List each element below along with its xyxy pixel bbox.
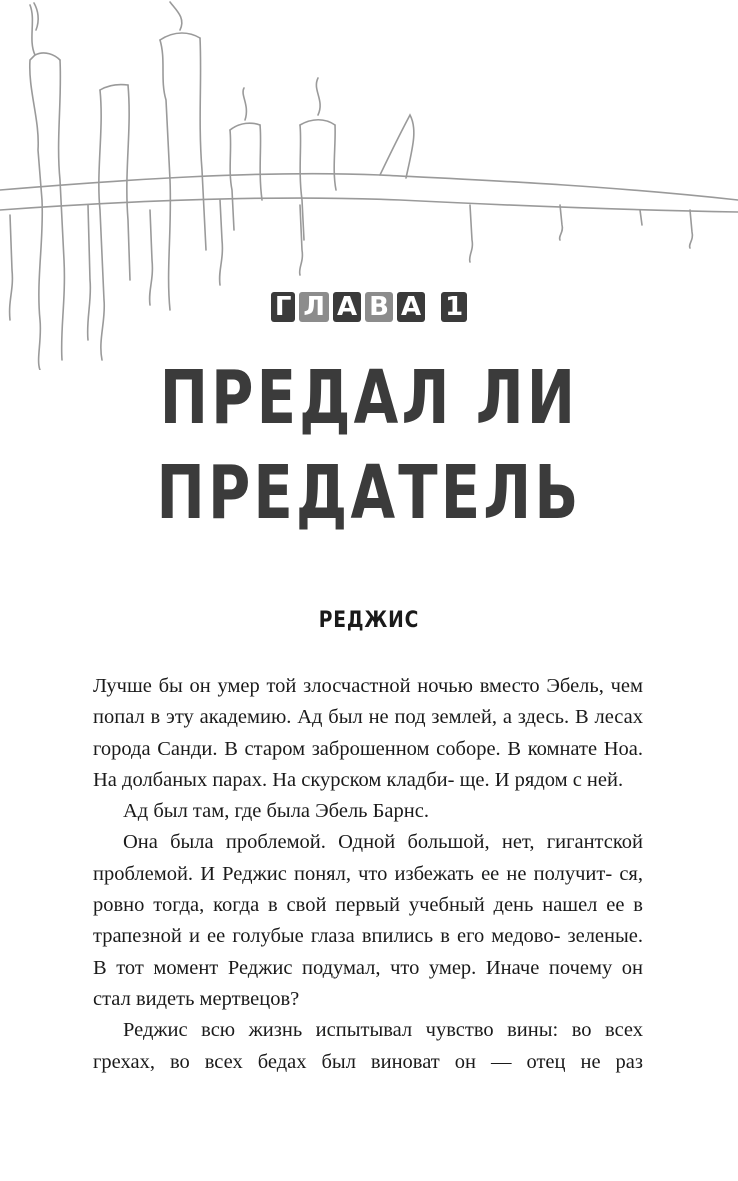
chapter-label-letter: Л <box>299 292 329 322</box>
chapter-title-line-2: ПРЕДАТЕЛЬ <box>156 450 582 536</box>
paragraph: Она была проблемой. Одной большой, нет, гигантской проблемой. И Реджис понял, что избежать ее не получит- ся, ровно тогда, когда в свой первый учебный день нашел ее в трапезной и ее голубые глаза впились в его медово- зеленые. В тот момент Реджис подумал, что умер. Иначе почему он стал видеть мертвецов? <box>93 831 643 1010</box>
chapter-number: 1 <box>441 292 467 322</box>
chapter-label <box>0 292 738 322</box>
paragraph: Ад был там, где была Эбель Барнс. <box>123 800 429 823</box>
body-text <box>93 671 643 1078</box>
pov-heading: РЕДЖИС <box>318 608 420 633</box>
chapter-label-spacer <box>429 292 437 322</box>
chapter-label-letter: А <box>397 292 425 322</box>
chapter-title-line-1: ПРЕДАЛ ЛИ <box>159 355 579 441</box>
paragraph: Лучше бы он умер той злосчастной ночью вместо Эбель, чем попал в эту академию. Ад был не под землей, а здесь. В лесах города Санди. В старом заброшенном соборе. В комнате Ноа. На долбаных парах. На скурском кладби- ще. И рядом с ней. <box>93 675 643 791</box>
chapter-label-letter: Г <box>271 292 296 322</box>
chapter-label-letter: А <box>333 292 361 322</box>
chapter-label-letter: В <box>365 292 393 322</box>
paragraph: Реджис всю жизнь испытывал чувство вины: во всех грехах, во всех бедах был виноват он — отец не раз <box>93 1019 643 1073</box>
